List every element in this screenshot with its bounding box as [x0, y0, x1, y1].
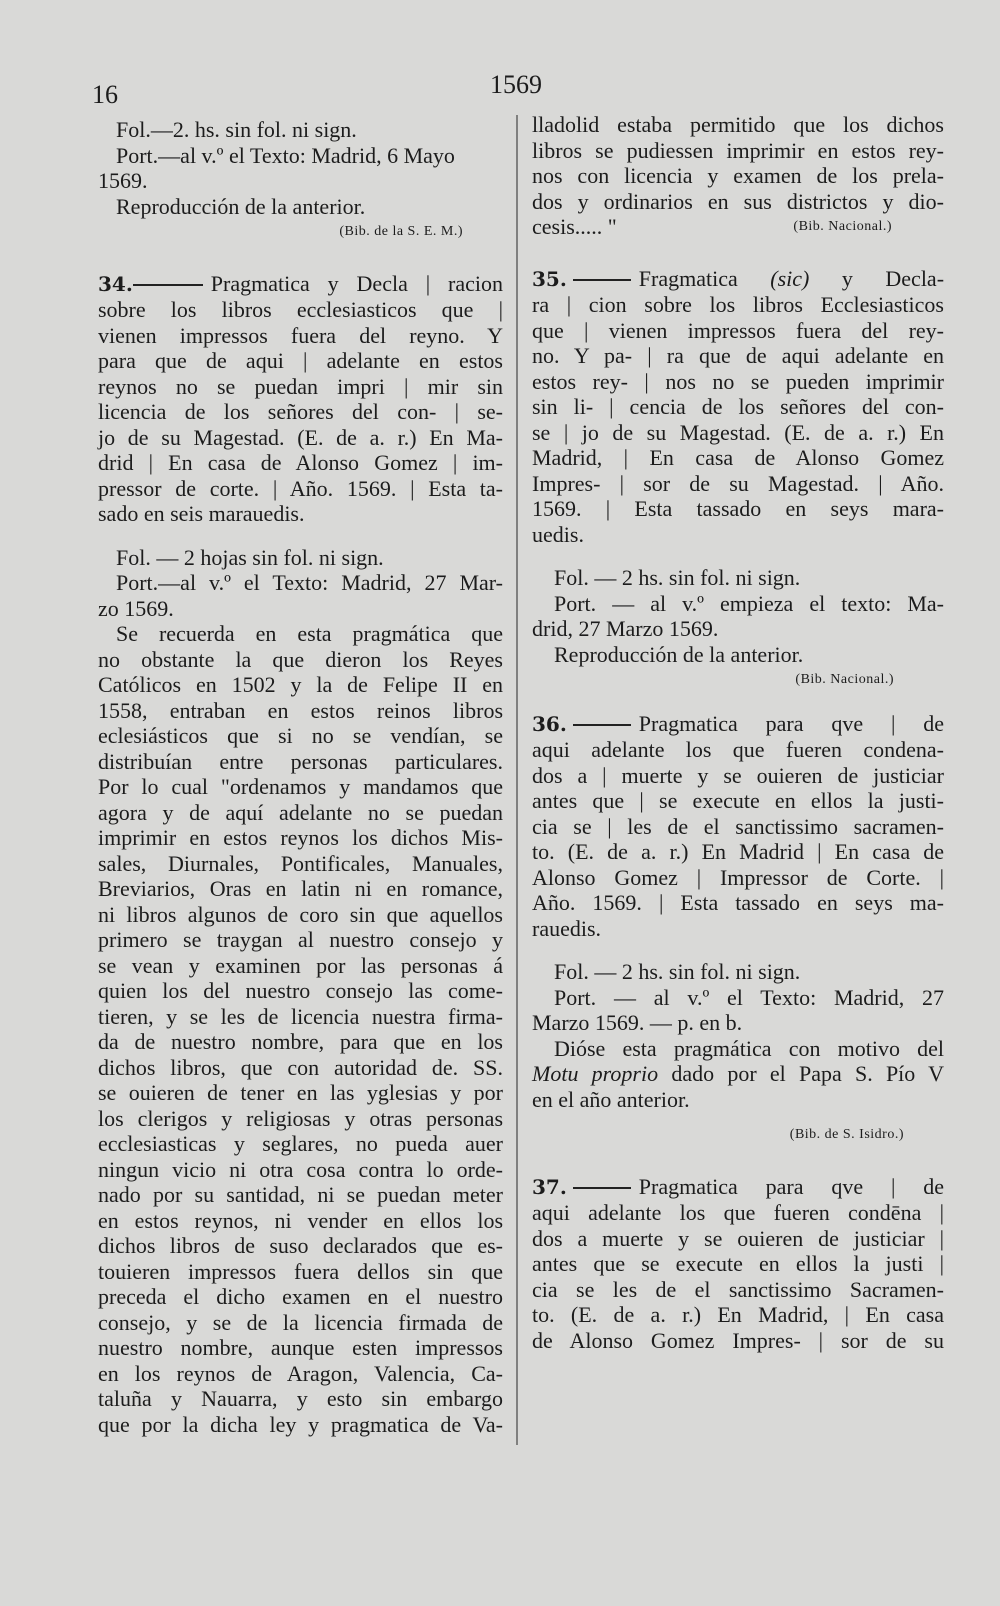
entry-text-line: sado en seis marauedis. [98, 501, 305, 526]
port-description: Port.—al v.º el Texto: Madrid, 27 Mar- [116, 570, 503, 595]
dash-rule [573, 279, 631, 281]
entry-text-line: aqui adelante los que fueren condena- [532, 737, 944, 762]
commentary-line: ningun vicio ni otra cosa contra lo orde- [98, 1156, 503, 1182]
entry-text-line: licencia de los señores del con- | se- [98, 399, 503, 424]
dash-rule [573, 724, 631, 726]
entry-text-line: reynos no se puedan impri | mir sin [98, 373, 503, 399]
continuation-line: nos con licencia y examen de los prela- [532, 163, 944, 188]
entry-text-line: to. (E. de a. r.) En Madrid, | En casa [532, 1302, 944, 1327]
entry-text-line: se | jo de su Magestad. (E. de a. r.) En [532, 419, 944, 445]
reproduction-note: Reproducción de la anterior. [554, 641, 804, 667]
commentary-line [532, 1061, 944, 1087]
left-column [98, 117, 503, 1437]
dash-rule [133, 284, 203, 286]
continuation-line-end: cesis..... " [532, 214, 617, 239]
entry-text-line: uedis. [532, 521, 584, 547]
entry-text: Pragmatica para qve | de [638, 710, 944, 736]
port-description-cont: 1569. [98, 168, 148, 193]
folio-description: Fol. — 2 hs. sin fol. ni sign. [554, 565, 801, 590]
entry-36 [532, 711, 944, 1148]
port-description-cont: Marzo 1569. — p. en b. [532, 1010, 743, 1035]
entry-number: 36. [532, 711, 567, 736]
entry-text-line: cia se | les de el sanctissimo sacramen- [532, 813, 944, 839]
commentary-line: tieren, y se les de licencia nuestra firma- [98, 1003, 503, 1029]
library-source: (Bib. Nacional.) [793, 219, 892, 234]
commentary-line: nado por su santidad, ni se puedan meter [98, 1182, 503, 1207]
port-description: Port.—al v.º el Texto: Madrid, 6 Mayo [116, 142, 455, 168]
folio-description: Fol.—2. hs. sin fol. ni sign. [116, 117, 357, 142]
previous-entry [98, 117, 503, 245]
commentary-line: eclesiásticos que si no se vendían, se [98, 723, 503, 748]
continuation-line [532, 214, 944, 240]
commentary-line: taluña y Nauarra, y esto sin embargo [98, 1386, 503, 1411]
port-description-cont: zo 1569. [98, 595, 174, 621]
entry-37 [532, 1174, 944, 1354]
page-number: 16 [92, 80, 118, 109]
commentary-line: preceda el dicho examen en el nuestro [98, 1284, 503, 1309]
entry-text-line: antes que se execute en ellos la justi | [532, 1251, 944, 1276]
dash-rule [573, 1187, 631, 1189]
entry-text-line: aqui adelante los que fueren condēna | [532, 1200, 944, 1225]
entry-text-line: vienen impressos fuera del reyno. Y [98, 322, 503, 348]
commentary-line: imprimir en estos reynos los dichos Mis- [98, 825, 503, 850]
folio-description: Fol. — 2 hojas sin fol. ni sign. [116, 544, 384, 570]
commentary-line: Católicos en 1502 y la de Felipe II en [98, 672, 503, 697]
right-column [532, 112, 944, 1353]
entry-title-line [532, 711, 944, 738]
commentary-line: ecclesiasticas y seglares, no pueda auer [98, 1131, 503, 1156]
entry-number: 37. [532, 1174, 567, 1199]
commentary-line: consejo, y se de la licencia firmada de [98, 1309, 503, 1335]
entry-text-line: dos a | muerte y se ouieren de justiciar [532, 762, 944, 788]
continuation-text [532, 112, 944, 240]
entry-text-line: de Alonso Gomez Impres- | sor de su [532, 1327, 944, 1353]
commentary-line: da de nuestro nombre, para que en los [98, 1029, 503, 1054]
commentary-line: quien los del nuestro consejo las come- [98, 978, 503, 1003]
folio-description: Fol. — 2 hs. sin fol. ni sign. [554, 959, 801, 984]
port-description: Port. — al v.º empieza el texto: Ma- [554, 590, 944, 616]
continuation-line: libros se pudiessen imprimir en estos rey- [532, 137, 944, 163]
entry-text-line: que | vienen impressos fuera del rey- [532, 317, 944, 343]
italic-phrase: Motu proprio [532, 1061, 659, 1086]
library-source: (Bib. Nacional.) [795, 672, 894, 687]
commentary-line: se vean y examinen por las personas á [98, 952, 503, 978]
entry-35 [532, 266, 944, 693]
commentary-line: en el año anterior. [532, 1086, 690, 1112]
entry-title-line [532, 266, 944, 293]
entry-text-line: sin li- | cencia de los señores del con- [532, 394, 944, 419]
commentary-line: Por lo cual "ordenamos y mandamos que [98, 774, 503, 799]
continuation-line: lladolid estaba permitido que los dichos [532, 112, 944, 137]
column-divider [516, 115, 518, 1445]
entry-text-line: no. Y pa- | ra que de aqui adelante en [532, 343, 944, 368]
commentary-line: no obstante la que dieron los Reyes [98, 646, 503, 672]
sic-annotation: (sic) [770, 265, 810, 291]
entry-text-line: jo de su Magestad. (E. de a. r.) En Ma- [98, 424, 503, 450]
commentary-line: en los reynos de Aragon, Valencia, Ca- [98, 1360, 503, 1386]
library-source: (Bib. de la S. E. M.) [339, 224, 463, 239]
entry-text-line: Impres- | sor de su Magestad. | Año. [532, 470, 944, 496]
commentary-line: Dióse esta pragmática con motivo del [554, 1035, 944, 1061]
commentary-line: que por la dicha ley y pragmatica de Va- [98, 1411, 503, 1437]
commentary-line: en estos reynos, ni vender en ellos los [98, 1207, 503, 1233]
entry-text-line: drid | En casa de Alonso Gomez | im- [98, 450, 503, 475]
entry-text-line: antes que | se execute en ellos la justi- [532, 788, 944, 813]
entry-text-line: estos rey- | nos no se pueden imprimir [532, 368, 944, 394]
commentary-line: sales, Diurnales, Pontificales, Manuales, [98, 850, 503, 876]
entry-text-line: cia se les de el sanctissimo Sacramen- [532, 1276, 944, 1302]
entry-text-line: Madrid, | En casa de Alonso Gomez [532, 445, 944, 470]
commentary-line: distribuían entre personas particulares. [98, 748, 503, 774]
continuation-line: dos y ordinarios en sus districtos y dio- [532, 188, 944, 214]
entry-text-line: Alonso Gomez | Impressor de Corte. | [532, 864, 944, 890]
entry-title-line [98, 271, 503, 298]
reproduction-note: Reproducción de la anterior. [116, 193, 366, 219]
entry-text-line: to. (E. de a. r.) En Madrid | En casa de [532, 839, 944, 864]
entry-text-line: sobre los libros ecclesiasticos que | [98, 297, 503, 322]
running-year: 1569 [490, 70, 542, 99]
entry-text: Pragmatica para qve | de [638, 1173, 944, 1199]
commentary-line: nuestro nombre, aunque esten impressos [98, 1335, 503, 1360]
entry-text-line: 1569. | Esta tassado en seys mara- [532, 496, 944, 521]
entry-text-line: pressor de corte. | Año. 1569. | Esta ta- [98, 475, 503, 501]
entry-text-line: dos a muerte y se ouieren de justiciar | [532, 1225, 944, 1251]
commentary-line: Breviarios, Oras en latin ni en romance, [98, 876, 503, 901]
commentary-line: dichos libros de suso declarados que es- [98, 1233, 503, 1258]
commentary-text: dado por el Papa S. Pío V [671, 1061, 945, 1086]
commentary-line: dichos libros, que con autoridad de. SS. [98, 1054, 503, 1080]
commentary [98, 621, 503, 1437]
entry-text: y Decla- [841, 265, 945, 291]
commentary-line: se ouieren de tener en las yglesias y por [98, 1080, 503, 1105]
entry-34 [98, 271, 503, 1438]
commentary-line: los clerigos y religiosas y otras personas [98, 1105, 503, 1131]
commentary-line: ni libros algunos de coro sin que aquellos [98, 901, 503, 927]
port-description: Port. — al v.º el Texto: Madrid, 27 [554, 984, 944, 1010]
commentary-line: Se recuerda en esta pragmática que [116, 621, 503, 646]
entry-number: 35. [532, 266, 567, 291]
entry-text-line: rauedis. [532, 915, 602, 941]
entry-number: 34. [98, 271, 133, 296]
commentary-line: touieren impressos fuera dellos sin que [98, 1258, 503, 1284]
commentary-line: agora y de aquí adelante no se puedan [98, 799, 503, 825]
library-source: (Bib. de S. Isidro.) [789, 1127, 904, 1142]
entry-text-line: para que de aqui | adelante en estos [98, 348, 503, 373]
commentary-line: primero se traygan al nuestro consejo y [98, 927, 503, 952]
entry-title-line [532, 1174, 944, 1201]
commentary-line: 1558, entraban en estos reinos libros [98, 697, 503, 723]
entry-text-line: ra | cion sobre los libros Ecclesiasticos [532, 292, 944, 317]
entry-text-line: Año. 1569. | Esta tassado en seys ma- [532, 890, 944, 915]
entry-text: Fragmatica [638, 265, 738, 291]
port-description-cont: drid, 27 Marzo 1569. [532, 616, 719, 641]
entry-text-line: Pragmatica y Decla | racion [210, 270, 503, 296]
